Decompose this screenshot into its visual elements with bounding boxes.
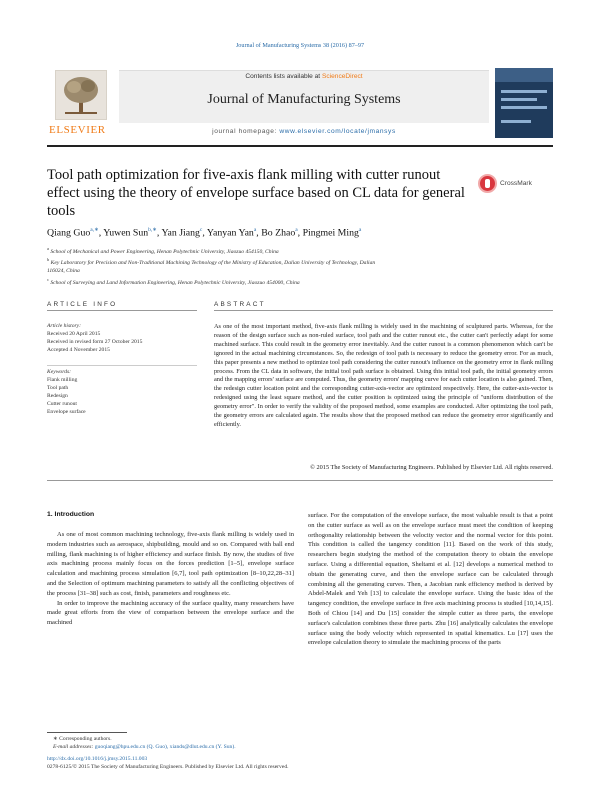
email-line xyxy=(53,743,293,751)
history-revised: Received in revised form 27 October 2015 xyxy=(47,338,143,345)
author-affiliation-marker[interactable]: a xyxy=(253,227,257,233)
journal-homepage xyxy=(119,128,489,135)
journal-header xyxy=(47,66,553,141)
author-name[interactable]: Yan Jiang xyxy=(161,227,200,239)
intro-paragraph: In order to improve the machining accuracy of the surface quality, many researchers have made great efforts from the view of comparison between the envelope surface and the machined xyxy=(47,599,294,627)
affiliations xyxy=(47,245,377,287)
abstract-text: As one of the most important method, five-axis flank milling is widely used in the machining of sculptured parts. Whereas, for the reason of the design surface such as non-ruled surface, tool path and the cutter runout etc., the cutter can't perfectly adapt for some machined surface. This could result in the geometry error inevitably. And the cutter runout is a common phenomenon which can't be ignored in the actual machining circumstances. So, the redesign of tool path is necessary to reduce the geometry error. For as much, this paper presents a new method to optimize tool path considering the cutter runout's influence on the geometry error in flank milling process. From the CL data in software, the initial tool path surface is obtained. Using this initial tool path, the initial geometry errors and the mapping errors' surface are computed. Thus, the geometry errors' mapping curve for each cutter location is also gained. Then, the redesign cutter location point and the corresponding cutter-axis-vector are optimized respectively. Here, the cutter-axis-vector is redesigned using the least square method, and the cutter position is optimized using the principle of "uniform distribution of the geometry error". In order to verify the validity of the proposed method, some examples are conducted. After optimizing the tool path, the geometry errors are calculated again. The results show that the proposed method can reduce the geometry error significantly and efficiently. xyxy=(214,323,553,428)
homepage-link[interactable]: www.elsevier.com/locate/jmansys xyxy=(279,128,396,135)
affiliation-marker: a xyxy=(47,246,49,251)
history-accepted: Accepted 4 November 2015 xyxy=(47,346,110,353)
article-info-rule xyxy=(47,310,197,311)
journal-name: Journal of Manufacturing Systems xyxy=(207,92,401,107)
author-name[interactable]: Yanyan Yan xyxy=(206,227,254,239)
author-separator: , xyxy=(297,227,303,239)
header-divider xyxy=(47,145,553,147)
keywords-rule xyxy=(47,365,197,366)
article-history xyxy=(47,323,197,355)
author-name[interactable]: Bo Zhao xyxy=(261,227,296,239)
body-divider xyxy=(47,480,553,481)
keyword: Tool path xyxy=(47,384,69,391)
affiliation xyxy=(47,245,377,256)
author-affiliation-marker[interactable]: a,∗ xyxy=(90,227,99,233)
doi-link[interactable]: http://dx.doi.org/10.1016/j.jmsy.2015.11.003 xyxy=(47,756,148,762)
journal-banner xyxy=(119,70,489,123)
journal-citation[interactable]: Journal of Manufacturing Systems 38 (2016) 87–97 xyxy=(235,42,365,49)
author-affiliation-marker[interactable]: a xyxy=(295,227,298,233)
author-affiliation-marker[interactable]: a xyxy=(358,227,362,233)
journal-cover-thumbnail[interactable] xyxy=(495,68,553,138)
author-list xyxy=(47,227,553,238)
keyword: Flank milling xyxy=(47,376,78,383)
keyword: Redesign xyxy=(47,392,68,399)
article-info-heading: ARTICLE INFO xyxy=(47,301,118,308)
keywords-label: Keywords: xyxy=(47,369,72,375)
author-name[interactable]: Pingmei Ming xyxy=(302,227,359,239)
issn-copyright: 0278-6125/© 2015 The Society of Manufacturing Engineers. Published by Elsevier Ltd. All rights reserved. xyxy=(47,764,289,771)
author-affiliation-marker[interactable]: b,∗ xyxy=(148,227,157,233)
email-addresses[interactable]: guoqiang@hpu.edu.cn (Q. Guo), xiands@dlut.edu.cn (Y. Sun). xyxy=(94,744,236,750)
author-name[interactable]: Qiang Guo xyxy=(47,227,91,239)
section-heading-introduction: 1. Introduction xyxy=(47,511,95,518)
crossmark-badge[interactable] xyxy=(478,173,558,193)
keyword: Envelope surface xyxy=(47,408,86,415)
corresponding-label: ∗ Corresponding authors. xyxy=(53,736,112,742)
author-separator: , xyxy=(156,227,162,239)
history-received: Received 20 April 2015 xyxy=(47,330,101,337)
author-separator: , xyxy=(256,227,262,239)
affiliation-marker: c xyxy=(47,276,49,282)
corresponding-footnote xyxy=(53,735,293,751)
author-separator: , xyxy=(98,227,104,239)
article-title: Tool path optimization for five-axis flank milling with cutter runout effect using the theory of envelope surface based on CL data for general tools xyxy=(47,167,465,219)
abstract-copyright: © 2015 The Society of Manufacturing Engineers. Published by Elsevier Ltd. All rights reserved. xyxy=(310,464,553,471)
elsevier-logo[interactable] xyxy=(47,68,115,138)
affiliation-text: School of Surveying and Land Information Engineering, Henan Polytechnic University, Jiaozuo 454000, China xyxy=(48,279,300,286)
contents-prefix: Contents lists available at xyxy=(245,73,322,80)
abstract-heading: ABSTRACT xyxy=(214,301,266,308)
footnote-rule xyxy=(47,732,127,733)
keywords xyxy=(47,369,197,416)
elsevier-tree-icon xyxy=(55,70,107,120)
affiliation xyxy=(47,276,377,287)
sciencedirect-link[interactable]: ScienceDirect xyxy=(321,73,363,80)
elsevier-wordmark: ELSEVIER xyxy=(49,124,106,136)
affiliation-marker: b xyxy=(47,257,50,263)
homepage-label: journal homepage: xyxy=(212,128,280,135)
contents-line xyxy=(119,73,489,80)
intro-paragraph-continued: surface. For the computation of the envelope surface, the most valuable result is that a point on the cutter surface as well as on the envelope surface must meet the condition of keeping orthogonality relationship between the velocity vector and the normal vector for this point. This condition is called the tangency condition [11]. Based on the work of this study, researchers begin studying the method of the computation theory to obtain the envelope surface. Using a differential equation, Sheltami et al. [12] develops a numerical method to obtain the generating curve, and then the envelope surface can be calculated through combining all the generating curves. Then, a Jacobian rank efficiency method is derived by Abdel-Malek and Yeh [13] to calculate the envelope surface. Using the basic idea of the tangency condition, the envelope surface in five axis machining process is studied [10,14,15]. Both of Chiou [14] and Du [15] consider the simple cutter as three parts, the envelope surface's calculation combines these three parts. Zhu [16] analytically calculates the envelope surface using the body velocity which represented in spatial kinematics. Lu [17] uses the envelope calculation theory to simulate the machining process of the parts xyxy=(308,512,553,647)
author-separator: , xyxy=(202,227,207,239)
author-affiliation-marker[interactable]: c xyxy=(199,227,203,233)
article-footer xyxy=(47,755,367,772)
intro-right-column xyxy=(308,511,553,648)
keyword: Cutter runout xyxy=(47,400,77,407)
history-label: Article history: xyxy=(47,323,82,329)
intro-paragraph: As one of most common machining technology, five-axis flank milling is widely used in modern industries such as aerospace, shipbuilding, mould and so on. Compared with ball end milling, flank machining is of higher efficiency and surface finish. By now, the studies of five axis machining process mainly focus on the forces prediction [1–5], envelope surface calculation and machining process simulation [6,7], tool path optimization [8–10,22,28–31] and the Selection of optimum machining parameters to satisfy all the conflicting objectives of the process [31–38] such as cost, finish, parameters and roughness etc. xyxy=(47,531,294,597)
author-name[interactable]: Yuwen Sun xyxy=(103,227,149,239)
abstract-rule xyxy=(214,310,553,311)
email-label: E-mail addresses: xyxy=(53,744,95,750)
intro-left-column xyxy=(47,530,294,628)
crossmark-icon xyxy=(478,174,497,193)
affiliation-text: School of Mechanical and Power Engineering, Henan Polytechnic University, Jiaozuo 454150, China xyxy=(48,248,279,255)
affiliation xyxy=(47,256,377,275)
crossmark-label: CrossMark xyxy=(500,179,532,187)
affiliation-text: Key Laboratory for Precision and Non-Traditional Machining Technology of the Ministry of Education, Dalian University of Technology, Dalian 116024, China xyxy=(47,260,376,275)
